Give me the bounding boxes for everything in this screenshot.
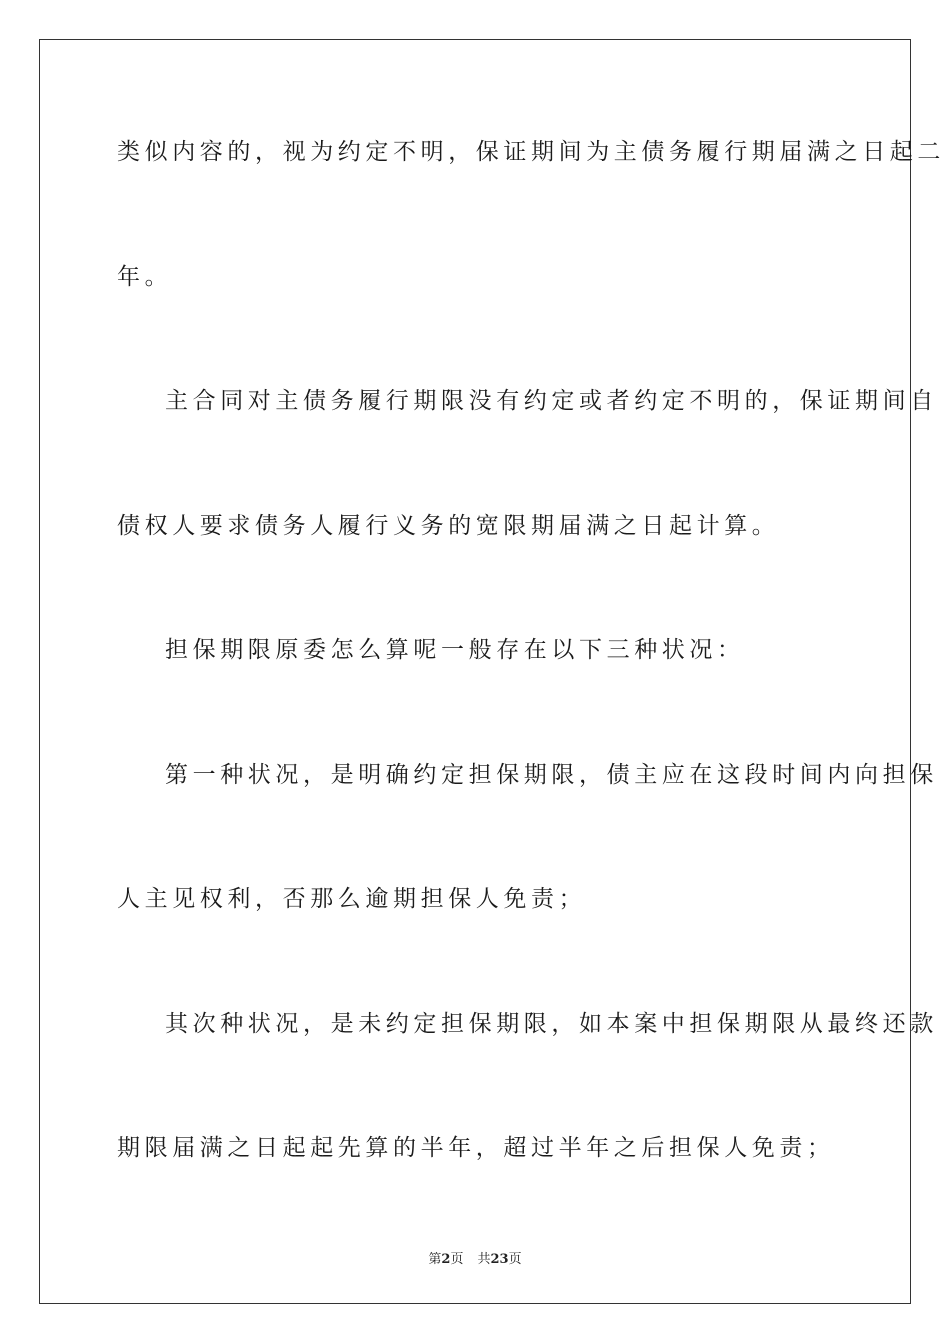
body-text-line: 人主见权利，否那么逾期担保人免责；	[117, 886, 587, 912]
current-page-number: 2	[441, 1252, 451, 1267]
total-prefix: 共	[477, 1252, 491, 1267]
page-footer	[0, 1248, 950, 1267]
page-prefix: 第	[428, 1252, 442, 1267]
body-text-line: 年。	[117, 264, 173, 290]
total-suffix: 页	[508, 1252, 522, 1267]
page-suffix: 页	[450, 1252, 464, 1267]
paragraph-start-line: 担保期限原委怎么算呢一般存在以下三种状况：	[165, 637, 745, 663]
total-page-count: 23	[490, 1252, 509, 1267]
body-text-line: 债权人要求债务人履行义务的宽限期届满之日起计算。	[117, 513, 780, 539]
paragraph-start-line: 其次种状况，是未约定担保期限，如本案中担保期限从最终还款	[165, 1011, 938, 1037]
body-text-line: 类似内容的，视为约定不明，保证期间为主债务履行期届满之日起二	[117, 139, 945, 165]
paragraph-start-line: 主合同对主债务履行期限没有约定或者约定不明的，保证期间自	[165, 388, 938, 414]
body-text-line: 期限届满之日起起先算的半年，超过半年之后担保人免责；	[117, 1135, 835, 1161]
paragraph-start-line: 第一种状况，是明确约定担保期限，债主应在这段时间内向担保	[165, 762, 938, 788]
page-frame	[39, 39, 945, 1304]
